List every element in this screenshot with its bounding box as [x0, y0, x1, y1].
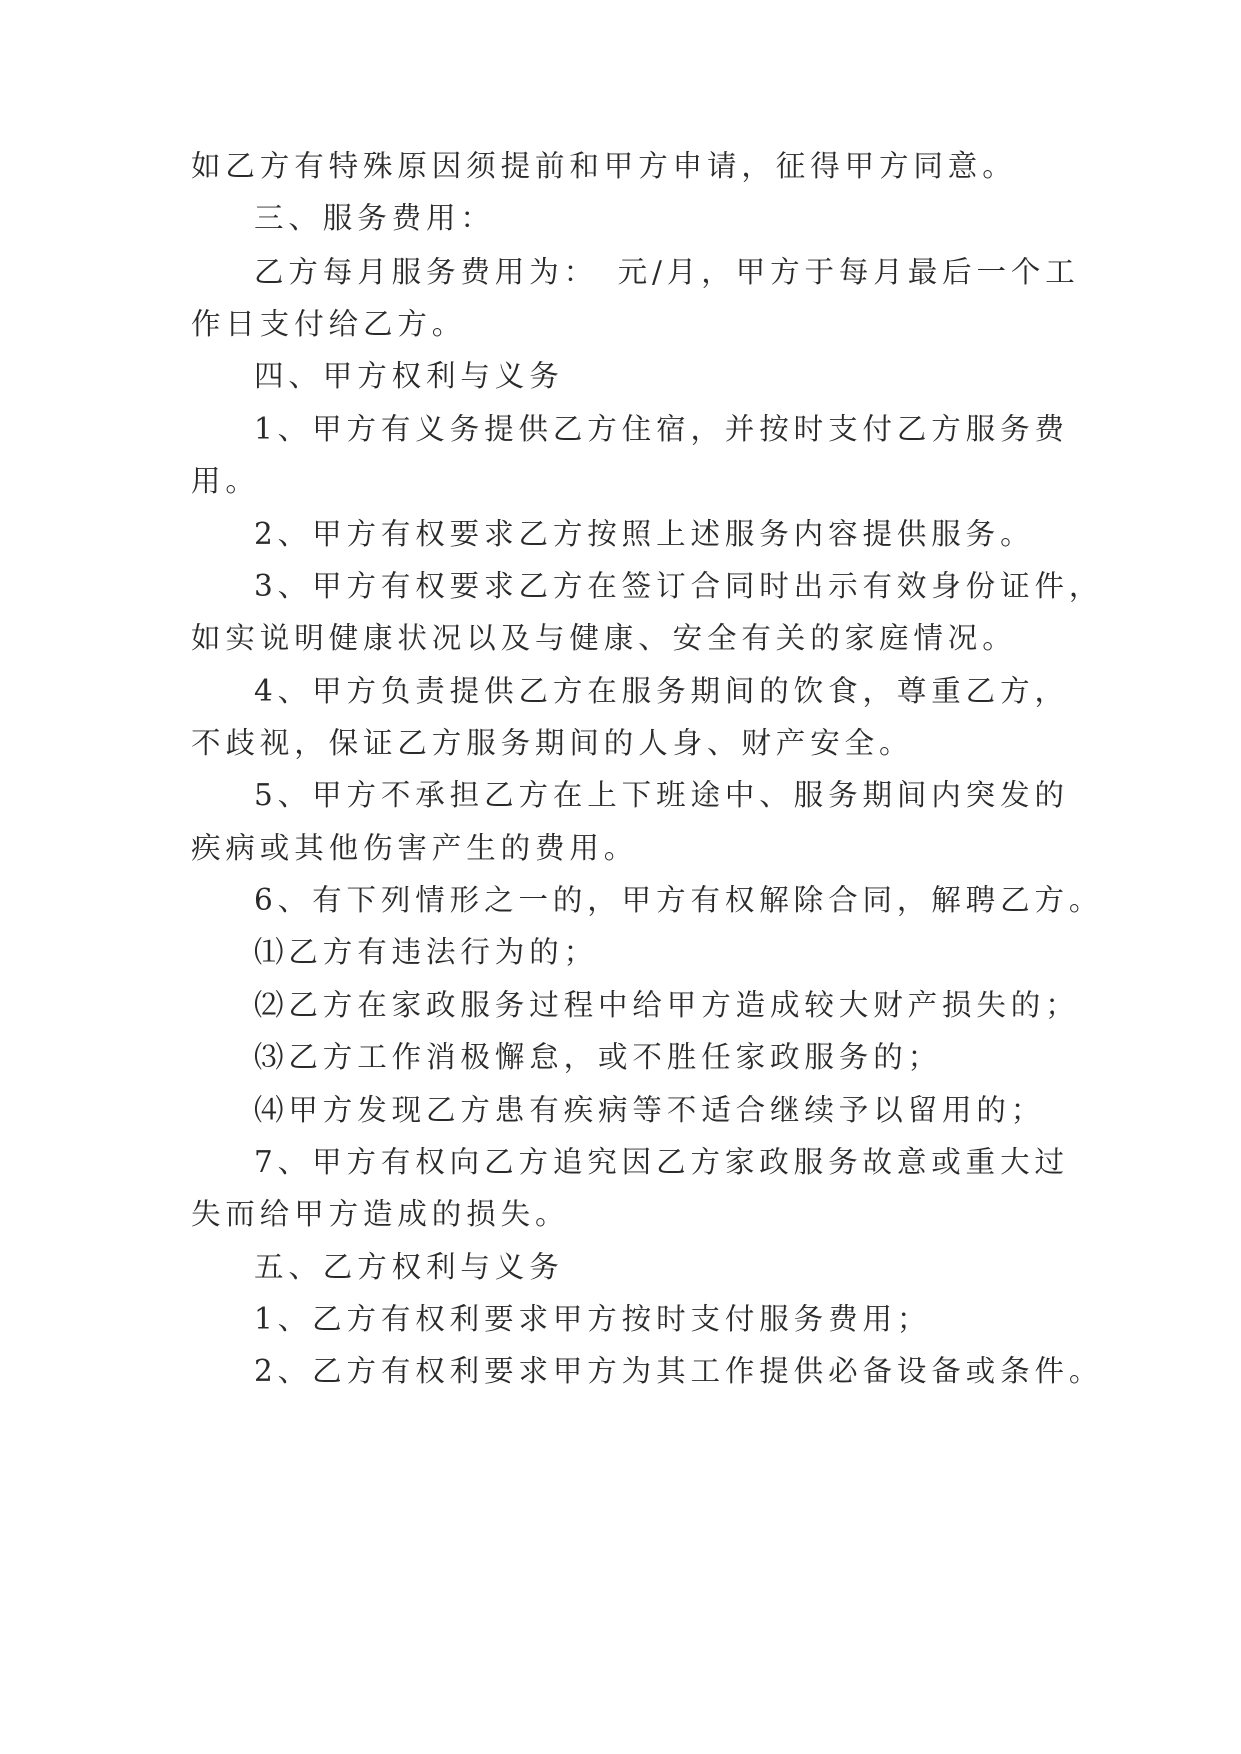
paragraph-line-1: 如乙方有特殊原因须提前和甲方申请，征得甲方同意。 [191, 149, 1017, 183]
section-heading-party-a: 四、甲方权利与义务 [254, 359, 564, 393]
section-heading-party-b: 五、乙方权利与义务 [254, 1250, 564, 1284]
list-item-b2: 2、乙方有权利要求甲方为其工作提供必备设备或条件。 [254, 1354, 1104, 1388]
list-item-a5: 5、甲方不承担乙方在上下班途中、服务期间内突发的 [254, 778, 1069, 812]
section-heading-service-fee: 三、服务费用： [254, 201, 495, 235]
sub-item-3: ⑶乙方工作消极懈怠，或不胜任家政服务的； [254, 1040, 943, 1074]
list-item-a1: 1、甲方有义务提供乙方住宿，并按时支付乙方服务费 [254, 412, 1069, 446]
sub-item-4: ⑷甲方发现乙方患有疾病等不适合继续予以留用的； [254, 1093, 1046, 1127]
list-item-b1: 1、乙方有权利要求甲方按时支付服务费用； [254, 1302, 932, 1336]
list-item-a2: 2、甲方有权要求乙方按照上述服务内容提供服务。 [254, 517, 1035, 551]
list-item-a3: 3、甲方有权要求乙方在签订合同时出示有效身份证件， [254, 569, 1104, 603]
list-item-a5-cont: 疾病或其他伤害产生的费用。 [191, 831, 639, 865]
paragraph-line-3: 乙方每月服务费用为： 元/月，甲方于每月最后一个工 [254, 255, 1080, 289]
list-item-a4-cont: 不歧视，保证乙方服务期间的人身、财产安全。 [191, 726, 914, 760]
list-item-a7: 7、甲方有权向乙方追究因乙方家政服务故意或重大过 [254, 1145, 1069, 1179]
list-item-a3-cont: 如实说明健康状况以及与健康、安全有关的家庭情况。 [191, 621, 1017, 655]
list-item-a7-cont: 失而给甲方造成的损失。 [191, 1197, 570, 1231]
list-item-a6: 6、有下列情形之一的，甲方有权解除合同，解聘乙方。 [254, 883, 1104, 917]
list-item-a1-cont: 用。 [191, 464, 260, 498]
list-item-a4: 4、甲方负责提供乙方在服务期间的饮食，尊重乙方， [254, 674, 1069, 708]
paragraph-line-4: 作日支付给乙方。 [191, 307, 467, 341]
sub-item-2: ⑵乙方在家政服务过程中给甲方造成较大财产损失的； [254, 988, 1080, 1022]
sub-item-1: ⑴乙方有违法行为的； [254, 935, 599, 969]
